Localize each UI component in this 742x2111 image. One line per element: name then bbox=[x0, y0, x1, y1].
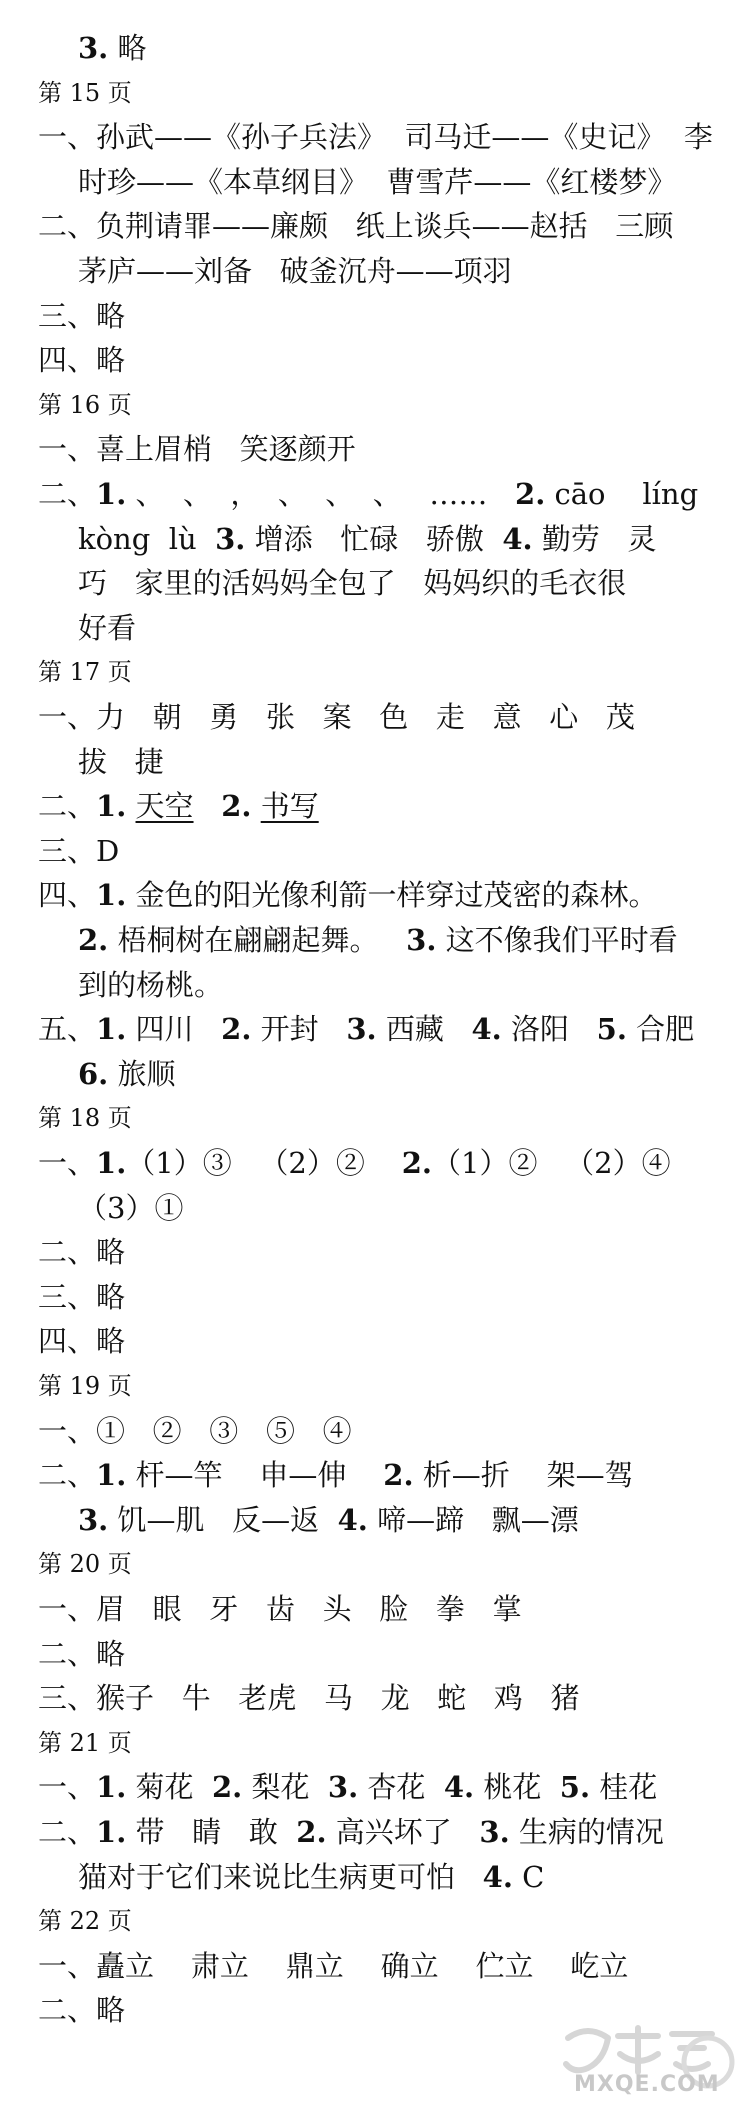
answer-text bbox=[38, 1810, 664, 1854]
answer-text bbox=[38, 1944, 628, 1988]
answer-line bbox=[0, 1453, 742, 1497]
underlined-answer: 天空 bbox=[135, 789, 194, 824]
answer-line bbox=[0, 1007, 742, 1051]
item-number: 1. bbox=[96, 1458, 127, 1493]
item-number: 3. bbox=[78, 1502, 109, 1537]
item-number: 4. bbox=[482, 1859, 513, 1894]
answer-segment: 桂花 bbox=[590, 1770, 658, 1805]
answer-segment: 高兴坏了 bbox=[326, 1815, 480, 1849]
answer-segment: 杏花 bbox=[358, 1770, 444, 1805]
answer-text bbox=[38, 427, 356, 471]
answer-text bbox=[38, 1587, 522, 1631]
answer-text bbox=[78, 1855, 544, 1899]
underlined-answer: 书写 bbox=[260, 789, 319, 824]
answer-text bbox=[38, 784, 319, 828]
answer-text bbox=[38, 1319, 125, 1363]
answer-text bbox=[78, 918, 678, 962]
item-number: 3. bbox=[406, 923, 437, 957]
answer-segment: 第 21 页 bbox=[38, 1728, 132, 1757]
answer-segment bbox=[194, 789, 222, 823]
answer-segment: 二、略 bbox=[38, 1993, 126, 2028]
answer-segment: 五、 bbox=[38, 1012, 97, 1047]
answer-segment: 第 18 页 bbox=[38, 1104, 132, 1133]
answer-segment: 一、喜上眉梢 笑逐颜开 bbox=[38, 432, 356, 467]
answer-segment: 菊花 bbox=[126, 1770, 212, 1805]
answer-segment bbox=[251, 789, 260, 823]
answer-line bbox=[0, 1855, 742, 1899]
answer-text bbox=[78, 249, 512, 293]
answer-segment: 一、 bbox=[38, 1770, 97, 1805]
answer-text bbox=[38, 829, 119, 873]
answer-segment: 四、略 bbox=[38, 343, 126, 378]
answer-line bbox=[0, 1319, 742, 1363]
answer-text bbox=[78, 1186, 183, 1230]
answer-text bbox=[78, 1498, 579, 1542]
answer-text bbox=[38, 1765, 657, 1809]
answer-text bbox=[38, 1899, 132, 1943]
item-number: 4. bbox=[502, 521, 533, 556]
item-number: 1. bbox=[96, 1815, 127, 1849]
answer-line bbox=[0, 606, 742, 650]
answer-segment: 拔 捷 bbox=[78, 744, 164, 779]
answer-segment: 旅顺 bbox=[108, 1056, 176, 1091]
answer-segment: 二、 bbox=[38, 1815, 97, 1849]
answer-line bbox=[0, 1632, 742, 1676]
answer-segment: 、 、 ， 、 、 、 …… bbox=[126, 477, 516, 511]
item-number: 6. bbox=[78, 1056, 109, 1091]
answer-segment: 金色的阳光像利箭一样穿过茂密的森林。 bbox=[126, 878, 658, 913]
answer-line bbox=[0, 1944, 742, 1988]
page-heading bbox=[0, 650, 742, 694]
answer-line bbox=[0, 1676, 742, 1720]
item-number: 1. bbox=[96, 1012, 127, 1047]
item-number: 3. bbox=[215, 521, 246, 556]
answer-segment: 第 16 页 bbox=[38, 390, 132, 419]
answer-text bbox=[38, 1230, 125, 1274]
item-number: 4. bbox=[443, 1770, 475, 1805]
answer-text bbox=[78, 606, 136, 650]
answer-line bbox=[0, 427, 742, 471]
answer-segment: 杆—竿 申—伸 bbox=[126, 1458, 384, 1493]
page-heading bbox=[0, 1899, 742, 1943]
answer-segment: 二、 bbox=[38, 1458, 97, 1493]
answer-segment: 析—折 架—驾 bbox=[413, 1458, 634, 1493]
item-number: 3. bbox=[346, 1012, 377, 1047]
answer-segment: 巧 家里的活妈妈全包了 妈妈织的毛衣很 bbox=[78, 566, 627, 601]
answer-line bbox=[0, 963, 742, 1007]
answer-text bbox=[38, 115, 713, 159]
answer-segment: cāo líng bbox=[545, 477, 699, 511]
answer-text bbox=[38, 1676, 580, 1720]
answer-text bbox=[38, 383, 132, 427]
answer-segment: 二、 bbox=[38, 477, 97, 511]
answer-segment: 时珍——《本草纲目》 曹雪芹——《红楼梦》 bbox=[78, 164, 677, 199]
answer-line bbox=[0, 160, 742, 204]
answer-segment: 第 19 页 bbox=[38, 1372, 132, 1400]
item-number: 2. bbox=[383, 1458, 414, 1493]
answer-line bbox=[0, 1275, 742, 1319]
answer-line bbox=[0, 1498, 742, 1542]
item-number: 4. bbox=[471, 1012, 502, 1047]
answer-text bbox=[38, 1721, 132, 1765]
answer-segment: C bbox=[512, 1859, 545, 1894]
answer-segment: kòng lù bbox=[78, 521, 216, 556]
answer-segment: 增添 忙碌 骄傲 bbox=[245, 521, 503, 556]
item-number: 2. bbox=[401, 1146, 433, 1180]
answer-segment: 合肥 bbox=[626, 1012, 695, 1047]
answer-segment: 好看 bbox=[78, 610, 137, 645]
item-number: 1. bbox=[96, 878, 127, 913]
answer-segment: 第 22 页 bbox=[38, 1907, 132, 1936]
answer-line bbox=[0, 517, 742, 561]
answer-line bbox=[0, 1409, 742, 1453]
answer-text bbox=[38, 1453, 634, 1497]
watermark-text: MXQE.COM bbox=[574, 2072, 720, 2097]
answer-line bbox=[0, 1587, 742, 1631]
answer-text bbox=[38, 650, 132, 694]
answer-text bbox=[78, 963, 223, 1007]
answer-text bbox=[38, 695, 635, 739]
item-number: 2. bbox=[221, 1012, 252, 1047]
answer-segment: 到的杨桃。 bbox=[78, 967, 224, 1002]
answer-segment: 一、力 朝 勇 张 案 色 走 意 心 茂 bbox=[38, 700, 635, 734]
item-number: 5. bbox=[559, 1770, 591, 1805]
item-number: 2. bbox=[221, 789, 252, 824]
item-number: 4. bbox=[337, 1502, 368, 1537]
answer-segment: 三、猴子 牛 老虎 马 龙 蛇 鸡 猪 bbox=[38, 1681, 580, 1716]
answer-segment: （1）③ （2）② bbox=[126, 1146, 402, 1180]
answer-segment: 这不像我们平时看 bbox=[436, 923, 678, 957]
answer-line bbox=[0, 338, 742, 382]
page-heading bbox=[0, 1721, 742, 1765]
answer-text bbox=[38, 338, 125, 382]
answer-text bbox=[38, 204, 673, 248]
answer-segment: 第 20 页 bbox=[38, 1550, 132, 1579]
answer-line bbox=[0, 1052, 742, 1096]
answer-text bbox=[38, 294, 125, 338]
page-heading bbox=[0, 1364, 742, 1408]
answer-segment: 饥—肌 反—返 bbox=[108, 1502, 338, 1537]
answer-text bbox=[38, 1409, 352, 1453]
answer-segment: 啼—蹄 飘—漂 bbox=[367, 1502, 579, 1537]
answer-segment: 三、略 bbox=[38, 298, 126, 333]
answer-segment: 一、矗立 肃立 鼎立 确立 伫立 屹立 bbox=[38, 1948, 629, 1983]
answer-segment: 第 15 页 bbox=[38, 78, 132, 107]
answer-line bbox=[0, 1141, 742, 1185]
item-number: 2. bbox=[211, 1770, 243, 1805]
answer-segment: 梧桐树在翩翩起舞。 bbox=[108, 923, 407, 957]
answer-segment: 二、略 bbox=[38, 1235, 126, 1270]
answer-segment bbox=[126, 789, 135, 823]
item-number: 2. bbox=[515, 477, 546, 511]
answer-text bbox=[38, 1096, 132, 1140]
answer-segment: 生病的情况 bbox=[509, 1815, 664, 1849]
answer-segment: 西藏 bbox=[376, 1012, 472, 1047]
answer-segment: 梨花 bbox=[242, 1770, 328, 1805]
answer-text bbox=[78, 26, 147, 70]
answer-text bbox=[38, 1141, 671, 1185]
item-number: 3. bbox=[78, 31, 109, 65]
answer-segment: 三、略 bbox=[38, 1279, 126, 1314]
answer-segment: （1）② （2）④ bbox=[432, 1146, 671, 1180]
answer-segment: 四、 bbox=[38, 878, 97, 913]
page-heading bbox=[0, 383, 742, 427]
answer-text bbox=[78, 740, 164, 784]
answer-segment: 洛阳 bbox=[501, 1012, 597, 1047]
item-number: 3. bbox=[479, 1815, 510, 1849]
answer-text bbox=[38, 1275, 125, 1319]
item-number: 2. bbox=[296, 1815, 327, 1849]
item-number: 5. bbox=[596, 1012, 627, 1047]
answer-segment: 二、负荆请罪——廉颇 纸上谈兵——赵括 三顾 bbox=[38, 209, 674, 244]
answer-text bbox=[78, 561, 626, 605]
answer-text bbox=[38, 1364, 132, 1408]
answer-line bbox=[0, 472, 742, 516]
item-number: 1. bbox=[96, 789, 127, 824]
answer-line bbox=[0, 115, 742, 159]
answer-text bbox=[78, 160, 676, 204]
answer-line bbox=[0, 1230, 742, 1274]
answer-line bbox=[0, 1765, 742, 1809]
answer-segment: 茅庐——刘备 破釜沉舟——项羽 bbox=[78, 254, 512, 288]
answer-segment: 四、略 bbox=[38, 1324, 126, 1359]
answer-segment: 四川 bbox=[126, 1012, 222, 1047]
answer-line bbox=[0, 829, 742, 873]
answer-line bbox=[0, 26, 742, 70]
answer-line bbox=[0, 695, 742, 739]
item-number: 1. bbox=[96, 1146, 127, 1180]
answer-text bbox=[38, 472, 698, 516]
answer-segment: 略 bbox=[108, 31, 147, 65]
answer-text bbox=[38, 1632, 125, 1676]
answer-line bbox=[0, 294, 742, 338]
answer-segment: 一、孙武——《孙子兵法》 司马迁——《史记》 李 bbox=[38, 120, 713, 155]
item-number: 1. bbox=[96, 1770, 127, 1805]
answer-segment: 三、D bbox=[38, 833, 120, 868]
answer-segment: 开封 bbox=[251, 1012, 347, 1047]
answer-line bbox=[0, 873, 742, 917]
answer-segment: （3）① bbox=[78, 1190, 184, 1225]
answer-segment: 一、 bbox=[38, 1146, 97, 1180]
answer-text bbox=[38, 1988, 125, 2032]
answer-segment: 猫对于它们来说比生病更可怕 bbox=[78, 1859, 483, 1894]
answer-segment: 二、略 bbox=[38, 1636, 126, 1671]
answer-segment: 一、眉 眼 牙 齿 头 脸 拳 掌 bbox=[38, 1592, 522, 1626]
item-number: 3. bbox=[327, 1770, 359, 1805]
answer-text bbox=[38, 873, 658, 917]
page-heading bbox=[0, 1096, 742, 1140]
answer-segment: 勤劳 灵 bbox=[532, 521, 657, 556]
answer-line bbox=[0, 249, 742, 293]
answer-segment: 桃花 bbox=[474, 1770, 560, 1805]
page-heading bbox=[0, 1542, 742, 1586]
answer-text bbox=[38, 71, 132, 115]
answer-line bbox=[0, 561, 742, 605]
answer-line bbox=[0, 740, 742, 784]
answer-line bbox=[0, 1186, 742, 1230]
answer-line bbox=[0, 1810, 742, 1854]
item-number: 2. bbox=[78, 923, 109, 957]
answer-text bbox=[38, 1007, 694, 1051]
page-heading bbox=[0, 71, 742, 115]
answer-line bbox=[0, 204, 742, 248]
answer-segment: 带 睛 敢 bbox=[126, 1815, 297, 1849]
answer-line bbox=[0, 918, 742, 962]
answer-text bbox=[78, 1052, 176, 1096]
answer-text bbox=[78, 517, 657, 561]
answer-segment: 一、① ② ③ ⑤ ④ bbox=[38, 1413, 352, 1448]
item-number: 1. bbox=[96, 477, 127, 511]
answer-text bbox=[38, 1542, 132, 1586]
answer-segment: 二、 bbox=[38, 789, 97, 824]
answer-segment: 第 17 页 bbox=[38, 658, 132, 687]
answer-line bbox=[0, 784, 742, 828]
